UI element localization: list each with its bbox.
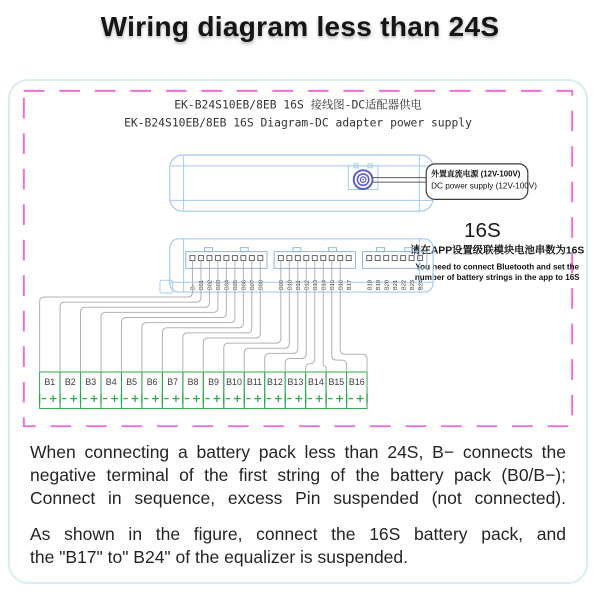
note-paragraph-2 (30, 523, 566, 569)
pin (258, 256, 263, 261)
pin-label: B12 (304, 279, 311, 291)
wire (340, 261, 367, 372)
housing-tab (377, 248, 385, 252)
battery-label: B10 (226, 376, 242, 387)
pin-label: B06 (241, 279, 248, 291)
battery-label: B3 (85, 376, 97, 387)
page-title: Wiring diagram less than 24S (100, 11, 500, 42)
pin-label: B08 (258, 279, 265, 291)
pin-label: B17 (346, 279, 353, 291)
wire (306, 261, 315, 372)
pin-label: B04 (224, 279, 231, 291)
housing-tab (293, 248, 301, 252)
battery-label: B4 (105, 376, 117, 387)
wire (241, 261, 289, 372)
pin (401, 256, 406, 261)
pin (249, 256, 254, 261)
notes-section (10, 428, 586, 569)
pin (190, 256, 195, 261)
housing-tab (205, 248, 213, 252)
pin-label: B21 (392, 279, 399, 291)
note-paragraph-1 (30, 441, 566, 510)
battery-label: B7 (167, 376, 179, 387)
dc-jack-icon (362, 179, 364, 181)
pin (329, 256, 334, 261)
battery-label: B9 (208, 376, 219, 387)
note-line: Connect in sequence, excess Pin suspended (not connected). (30, 488, 566, 509)
dc-label-cn: 外置直流电源 (12V-100V) (431, 169, 521, 179)
battery-label: B2 (64, 376, 76, 387)
pin-label: B07 (250, 279, 257, 291)
note-line: negative terminal of the first string of the battery pack (B0/B−); (30, 465, 566, 486)
wire (60, 261, 201, 372)
pin (287, 256, 292, 261)
diagram-heading-cn: EK-B24S10EB/8EB 16S 接线图-DC适配器供电 (174, 97, 422, 112)
pin-label: B18 (367, 279, 374, 291)
pin (367, 256, 372, 261)
pin (384, 256, 389, 261)
wire (183, 261, 252, 372)
wire (81, 261, 210, 372)
pin-label: B20 (384, 279, 391, 291)
pin-label: B24 (418, 279, 425, 291)
pin-label: B13 (312, 279, 319, 291)
pin-label: B15 (329, 279, 336, 291)
pin (198, 256, 203, 261)
battery-label: B5 (126, 376, 138, 387)
battery-label: B12 (267, 376, 283, 387)
wire (142, 261, 235, 372)
pin-label: B14 (321, 279, 328, 291)
pin (295, 256, 300, 261)
battery-label: B8 (187, 376, 199, 387)
pin-label: B23 (409, 279, 416, 291)
housing-tab (240, 248, 248, 252)
wire (329, 261, 347, 372)
pin-label: B01 (199, 279, 206, 291)
battery-label: B14 (307, 376, 324, 387)
pin-label: B05 (233, 279, 240, 291)
pin (224, 256, 229, 261)
pin-label: B02 (207, 279, 214, 291)
pin (321, 256, 326, 261)
mode-note-en: You need to connect Bluetooth and set the (415, 262, 580, 272)
equalizer-top-view (170, 155, 433, 211)
pin (346, 256, 351, 261)
battery-label: B13 (287, 376, 304, 387)
pin-label: B03 (216, 279, 223, 291)
note-line: As shown in the figure, connect the 16S battery pack, and (30, 524, 566, 545)
pin (215, 256, 220, 261)
pin (207, 256, 212, 261)
pin-label: B16 (338, 279, 345, 291)
pin-label: B10 (287, 279, 294, 291)
housing-tab (329, 248, 337, 252)
mode-label: 16S (464, 218, 501, 242)
mode-note-cn: 请在APP设置级联模块电池串数为16S (410, 245, 585, 257)
pin-label: B09 (279, 279, 286, 291)
pin-label: B19 (375, 279, 382, 291)
wire (121, 261, 226, 372)
diagram-card (8, 79, 588, 584)
pin (278, 256, 283, 261)
pin-label: B- (190, 284, 197, 291)
wire (101, 261, 218, 372)
pin (392, 256, 397, 261)
dc-label-en: DC power supply (12V-100V) (431, 181, 537, 191)
battery-label: B11 (246, 376, 263, 387)
wiring-diagram (10, 81, 586, 428)
pin-label: B22 (401, 279, 408, 291)
diagram-heading-en: EK-B24S10EB/8EB 16S Diagram-DC adapter power supply (124, 115, 472, 130)
wire (285, 261, 306, 372)
pin (312, 256, 317, 261)
pin (241, 256, 246, 261)
pin (375, 256, 380, 261)
pin (338, 256, 343, 261)
pin (304, 256, 309, 261)
battery-label: B1 (44, 376, 56, 387)
battery-label: B16 (348, 376, 365, 387)
pin-label: B11 (295, 280, 302, 291)
wire (323, 261, 326, 372)
pin (232, 256, 237, 261)
mode-note-en: number of battery strings in the app to 16S (414, 273, 580, 283)
battery-label: B6 (146, 376, 158, 387)
note-line: When connecting a battery pack less than 24S, B− connects the (30, 442, 566, 463)
note-line: the "B17" to" B24" of the equalizer is suspended. (30, 547, 409, 568)
battery-label: B15 (328, 376, 345, 387)
